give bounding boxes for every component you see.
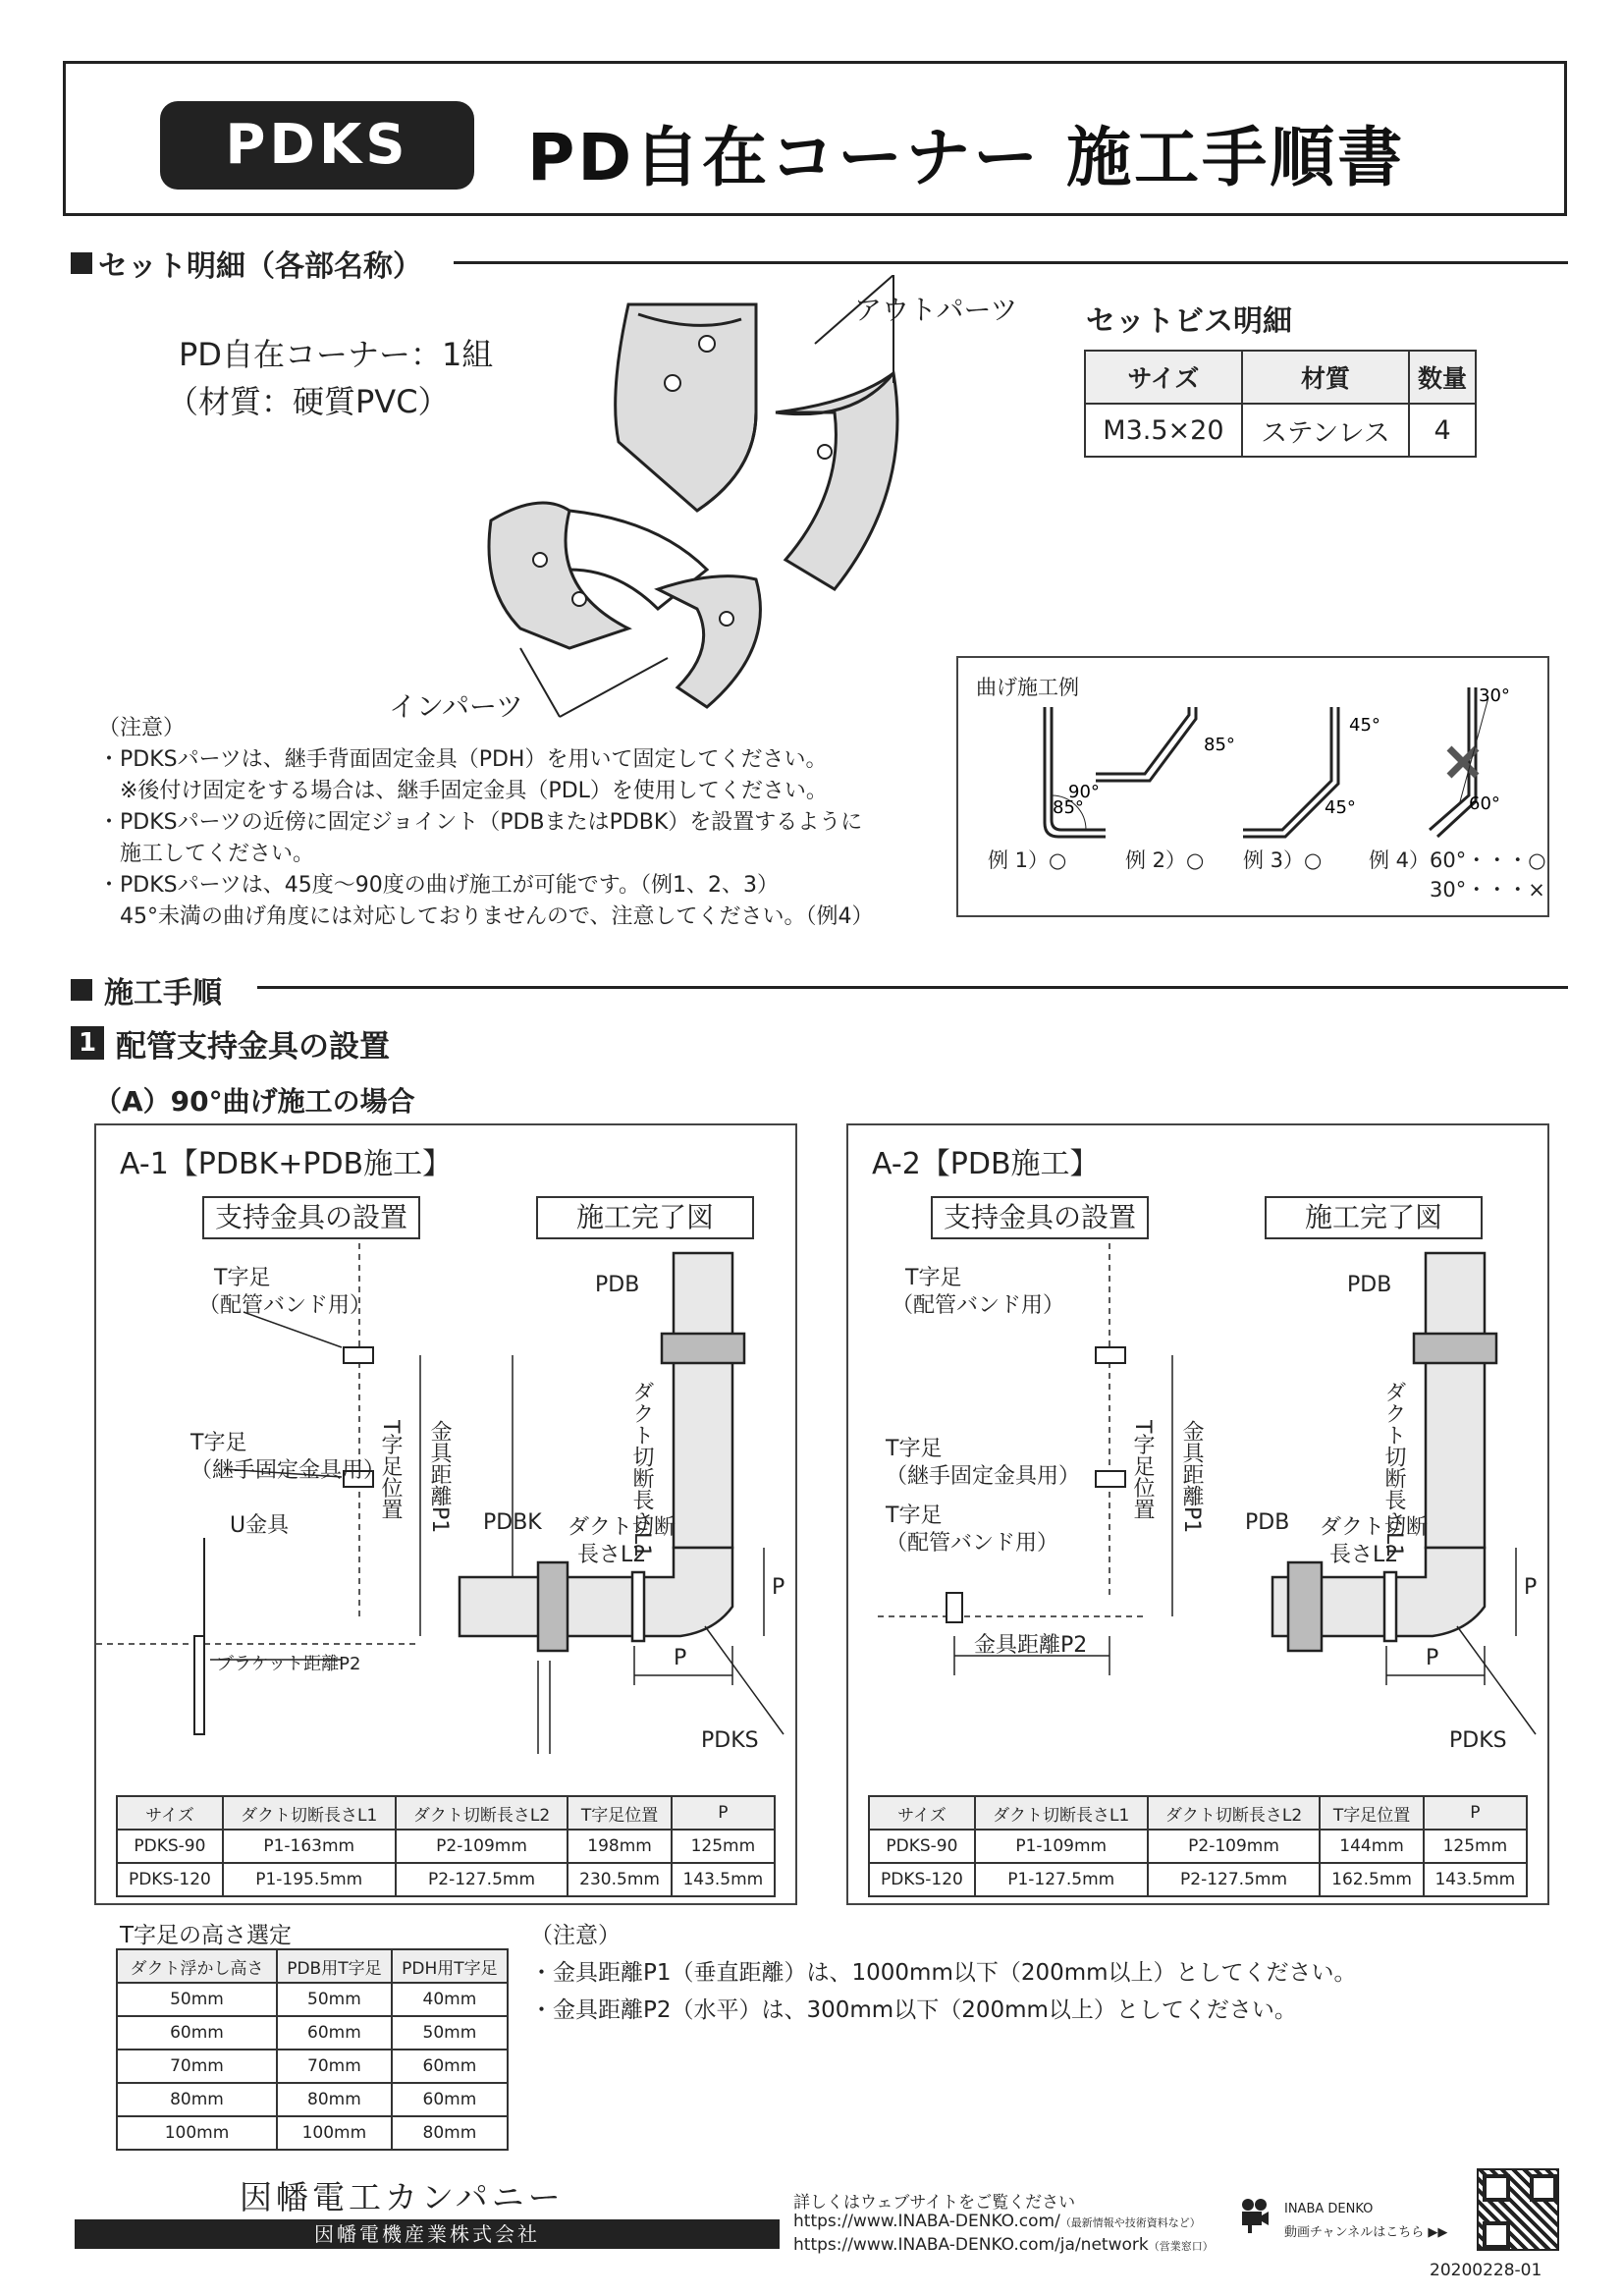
a1-p1: 金具距離P1 (427, 1420, 452, 1534)
height-th: ダクト浮かし高さ (117, 1949, 277, 1983)
a1-l2b: 長さL2 (577, 1543, 647, 1567)
a2-t1a: T字足 (905, 1266, 962, 1290)
a2-tpos: T字足位置 (1130, 1420, 1155, 1520)
a1-th: P (672, 1796, 775, 1830)
screw-header-material: 材質 (1242, 351, 1409, 404)
a2-cell: 162.5mm (1320, 1863, 1423, 1896)
caution1-line: 施工してください。 (98, 842, 315, 866)
a2-p1: 金具距離P1 (1179, 1420, 1204, 1534)
parts-illustration (461, 275, 1011, 737)
height-cell: 50mm (117, 1983, 277, 2016)
product-line2: （材質：硬質PVC） (167, 383, 450, 420)
step-number: 1 (71, 1026, 104, 1060)
set-section-heading (71, 242, 422, 285)
a1-pdbk: PDBK (483, 1510, 542, 1535)
height-th: PDB用T字足 (277, 1949, 392, 1983)
bend-ex1: 例 1）○ (988, 848, 1067, 872)
square-bullet-icon (71, 252, 92, 274)
a2-cell: PDKS-90 (869, 1830, 975, 1863)
a2-pdb: PDB (1347, 1273, 1392, 1297)
a1-p-h: P (674, 1646, 687, 1670)
bend-ex4b: 30°・・・× (1430, 878, 1545, 902)
angle-85a: 85° (1053, 797, 1084, 818)
table-row (869, 1863, 1527, 1896)
height-cell: 60mm (117, 2016, 277, 2050)
a1-cell: P1-163mm (223, 1830, 396, 1863)
height-cell: 70mm (277, 2050, 392, 2083)
video-label1: INABA DENKO (1284, 2202, 1374, 2216)
qr-code-icon[interactable] (1477, 2168, 1559, 2251)
doc-id: 20200228-01 (1430, 2261, 1542, 2280)
screw-material: ステンレス (1242, 404, 1409, 457)
page-title: PD自在コーナー 施工手順書 (527, 120, 1406, 195)
a2-box-complete: 施工完了図 (1265, 1196, 1483, 1239)
table-row (117, 1830, 775, 1863)
procedure-heading (71, 968, 222, 1011)
a1-p-v: P (772, 1575, 785, 1600)
step-title: 配管支持金具の設置 (116, 1029, 390, 1065)
panel-a1 (94, 1123, 797, 1905)
panel-a1-title: A-1【PDBK+PDB施工】 (120, 1147, 453, 1181)
panel-a2 (846, 1123, 1549, 1905)
a2-l1: ダクト切断長さL1 (1381, 1381, 1406, 1558)
caution1-line: ・PDKSパーツは、45度～90度の曲げ施工が可能です。（例1、2、3） (98, 873, 779, 898)
a2-t3b: （配管バンド用） (886, 1531, 1059, 1556)
a2-cell: P2-127.5mm (1148, 1863, 1321, 1896)
table-row (117, 1983, 508, 2016)
caution2-head: （注意） (530, 1923, 621, 1948)
a1-th: ダクト切断長さL1 (223, 1796, 396, 1830)
caution1-line: ・PDKSパーツの近傍に固定ジョイント（PDBまたはPDBK）を設置するように (98, 810, 863, 835)
product-line1: PD自在コーナー：1組 (179, 336, 494, 373)
company-logo: 因幡電工カンパニー (240, 2178, 565, 2216)
a2-cell: 143.5mm (1424, 1863, 1527, 1896)
table-row (117, 2083, 508, 2116)
screw-qty: 4 (1409, 404, 1476, 457)
a2-p-v: P (1524, 1575, 1538, 1600)
set-section-title: セット明細（各部名称） (98, 249, 422, 284)
caution2-line: ・金具距離P1（垂直距離）は、1000mm以下（200mm以上）としてください。 (530, 1960, 1357, 1986)
url1[interactable]: https://www.INABA-DENKO.com/ (793, 2212, 1060, 2231)
angle-90: 90° (1068, 782, 1100, 802)
table-row (869, 1830, 1527, 1863)
height-cell: 60mm (392, 2050, 508, 2083)
a1-box-install: 支持金具の設置 (202, 1196, 420, 1239)
a2-cell: P2-109mm (1148, 1830, 1321, 1863)
height-cell: 70mm (117, 2050, 277, 2083)
a1-pdks: PDKS (701, 1728, 759, 1753)
a2-cell: PDKS-120 (869, 1863, 975, 1896)
a2-th: P (1424, 1796, 1527, 1830)
a2-p-h: P (1426, 1646, 1439, 1670)
height-cell: 40mm (392, 1983, 508, 2016)
caution2-line: ・金具距離P2（水平）は、300mm以下（200mm以上）としてください。 (530, 1997, 1297, 2023)
caution1-line: ※後付け固定をする場合は、継手固定金具（PDL）を使用してください。 (98, 779, 828, 803)
a2-p2: 金具距離P2 (974, 1633, 1088, 1658)
a1-cell: 230.5mm (568, 1863, 671, 1896)
panel-a2-title: A-2【PDB施工】 (872, 1147, 1100, 1181)
screw-size: M3.5×20 (1085, 404, 1242, 457)
a1-cell: PDKS-120 (117, 1863, 223, 1896)
in-leader (520, 648, 560, 717)
a2-th: サイズ (869, 1796, 975, 1830)
table-row (117, 2050, 508, 2083)
a1-t1a: T字足 (214, 1266, 271, 1290)
bend-title: 曲げ施工例 (976, 676, 1079, 699)
a1-l1: ダクト切断長さL1 (629, 1381, 654, 1558)
angle-85b: 85° (1204, 735, 1235, 755)
bend-ex3: 例 3）○ (1243, 848, 1323, 872)
a1-t2b: （継手固定金具用） (190, 1458, 386, 1483)
sub-heading: （A）90°曲げ施工の場合 (94, 1085, 415, 1118)
divider (257, 986, 1568, 989)
height-cell: 80mm (392, 2116, 508, 2150)
height-cell: 60mm (277, 2016, 392, 2050)
url2-note: （営業窓口） (1148, 2240, 1214, 2253)
height-cell: 50mm (392, 2016, 508, 2050)
url1-note: （最新情報や技術資料など） (1059, 2216, 1201, 2229)
caution2 (530, 1917, 1357, 2029)
height-cell: 80mm (277, 2083, 392, 2116)
height-table (116, 1948, 509, 2151)
a1-cell: P2-127.5mm (396, 1863, 568, 1896)
angle-45b: 45° (1325, 797, 1356, 818)
a1-cell: 198mm (568, 1830, 671, 1863)
height-title: T字足の高さ選定 (120, 1923, 293, 1948)
a2-t2a: T字足 (886, 1437, 943, 1461)
a2-th: T字足位置 (1320, 1796, 1423, 1830)
divider (454, 261, 1568, 264)
url1-line (793, 2212, 1201, 2231)
screw-header-qty: 数量 (1409, 351, 1476, 404)
height-cell: 100mm (117, 2116, 277, 2150)
company-sub: 因幡電機産業株式会社 (75, 2219, 780, 2249)
a1-cell: 125mm (672, 1830, 775, 1863)
a2-cell: 125mm (1424, 1830, 1527, 1863)
square-bullet-icon (71, 979, 92, 1001)
angle-60: 60° (1469, 793, 1500, 814)
table-row (117, 2116, 508, 2150)
a1-table (116, 1795, 776, 1897)
a2-box-install: 支持金具の設置 (931, 1196, 1149, 1239)
a1-th: サイズ (117, 1796, 223, 1830)
product-badge: PDKS (160, 101, 474, 190)
a1-box-complete: 施工完了図 (536, 1196, 754, 1239)
table-row (117, 1863, 775, 1896)
a1-p2: ブラケット距離P2 (216, 1654, 361, 1674)
a2-t2b: （継手固定金具用） (886, 1464, 1081, 1489)
caution1 (98, 713, 874, 933)
a1-cell: P2-109mm (396, 1830, 568, 1863)
a1-u: U金具 (230, 1513, 290, 1538)
label-in-parts: インパーツ (389, 690, 523, 723)
a2-th: ダクト切断長さL1 (975, 1796, 1148, 1830)
url2-line (793, 2235, 1214, 2255)
url2[interactable]: https://www.INABA-DENKO.com/ja/network (793, 2235, 1149, 2255)
a2-cell: P1-127.5mm (975, 1863, 1148, 1896)
a2-pdb2: PDB (1245, 1510, 1290, 1535)
title-frame (63, 61, 1567, 216)
a1-th: ダクト切断長さL2 (396, 1796, 568, 1830)
angle-30: 30° (1479, 685, 1510, 706)
a1-pdb: PDB (595, 1273, 640, 1297)
a2-table (868, 1795, 1528, 1897)
bend-examples-box (956, 656, 1549, 917)
a1-t2a: T字足 (190, 1431, 247, 1455)
a1-t1b: （配管バンド用） (198, 1293, 372, 1318)
label-out-parts: アウトパーツ (854, 294, 1018, 326)
a1-cell: 143.5mm (672, 1863, 775, 1896)
screw-table (1084, 350, 1477, 458)
a1-l2a: ダクト切断 (568, 1515, 676, 1540)
a2-cell: 144mm (1320, 1830, 1423, 1863)
table-row (117, 2016, 508, 2050)
bend-ex2: 例 2）○ (1125, 848, 1205, 872)
video-camera-icon (1239, 2198, 1271, 2233)
a2-l2a: ダクト切断 (1320, 1515, 1429, 1540)
bend-ex4: 例 4）60°・・・○ (1369, 848, 1546, 872)
height-cell: 60mm (392, 2083, 508, 2116)
caution1-line: 45°未満の曲げ角度には対応しておりませんので、注意してください。（例4） (98, 904, 874, 929)
screw-header-size: サイズ (1085, 351, 1242, 404)
a2-pdks: PDKS (1449, 1728, 1507, 1753)
a2-l2b: 長さL2 (1329, 1543, 1399, 1567)
height-cell: 100mm (277, 2116, 392, 2150)
caution1-head: （注意） (98, 716, 186, 740)
video-label2[interactable]: 動画チャンネルはこちら ▶▶ (1284, 2225, 1448, 2240)
angle-45a: 45° (1349, 715, 1380, 736)
web-head: 詳しくはウェブサイトをご覧ください (793, 2193, 1076, 2213)
caution1-line: ・PDKSパーツは、継手背面固定金具（PDH）を用いて固定してください。 (98, 747, 828, 772)
height-cell: 80mm (117, 2083, 277, 2116)
screw-table-title: セットビス明細 (1086, 304, 1292, 339)
a1-cell: P1-195.5mm (223, 1863, 396, 1896)
height-th: PDH用T字足 (392, 1949, 508, 1983)
a1-cell: PDKS-90 (117, 1830, 223, 1863)
a1-th: T字足位置 (568, 1796, 671, 1830)
a2-cell: P1-109mm (975, 1830, 1148, 1863)
procedure-title: 施工手順 (104, 976, 222, 1011)
height-cell: 50mm (277, 1983, 392, 2016)
a1-tpos: T字足位置 (378, 1420, 403, 1520)
a2-t1b: （配管バンド用） (892, 1293, 1065, 1318)
a2-th: ダクト切断長さL2 (1148, 1796, 1321, 1830)
a2-t3a: T字足 (886, 1503, 943, 1528)
